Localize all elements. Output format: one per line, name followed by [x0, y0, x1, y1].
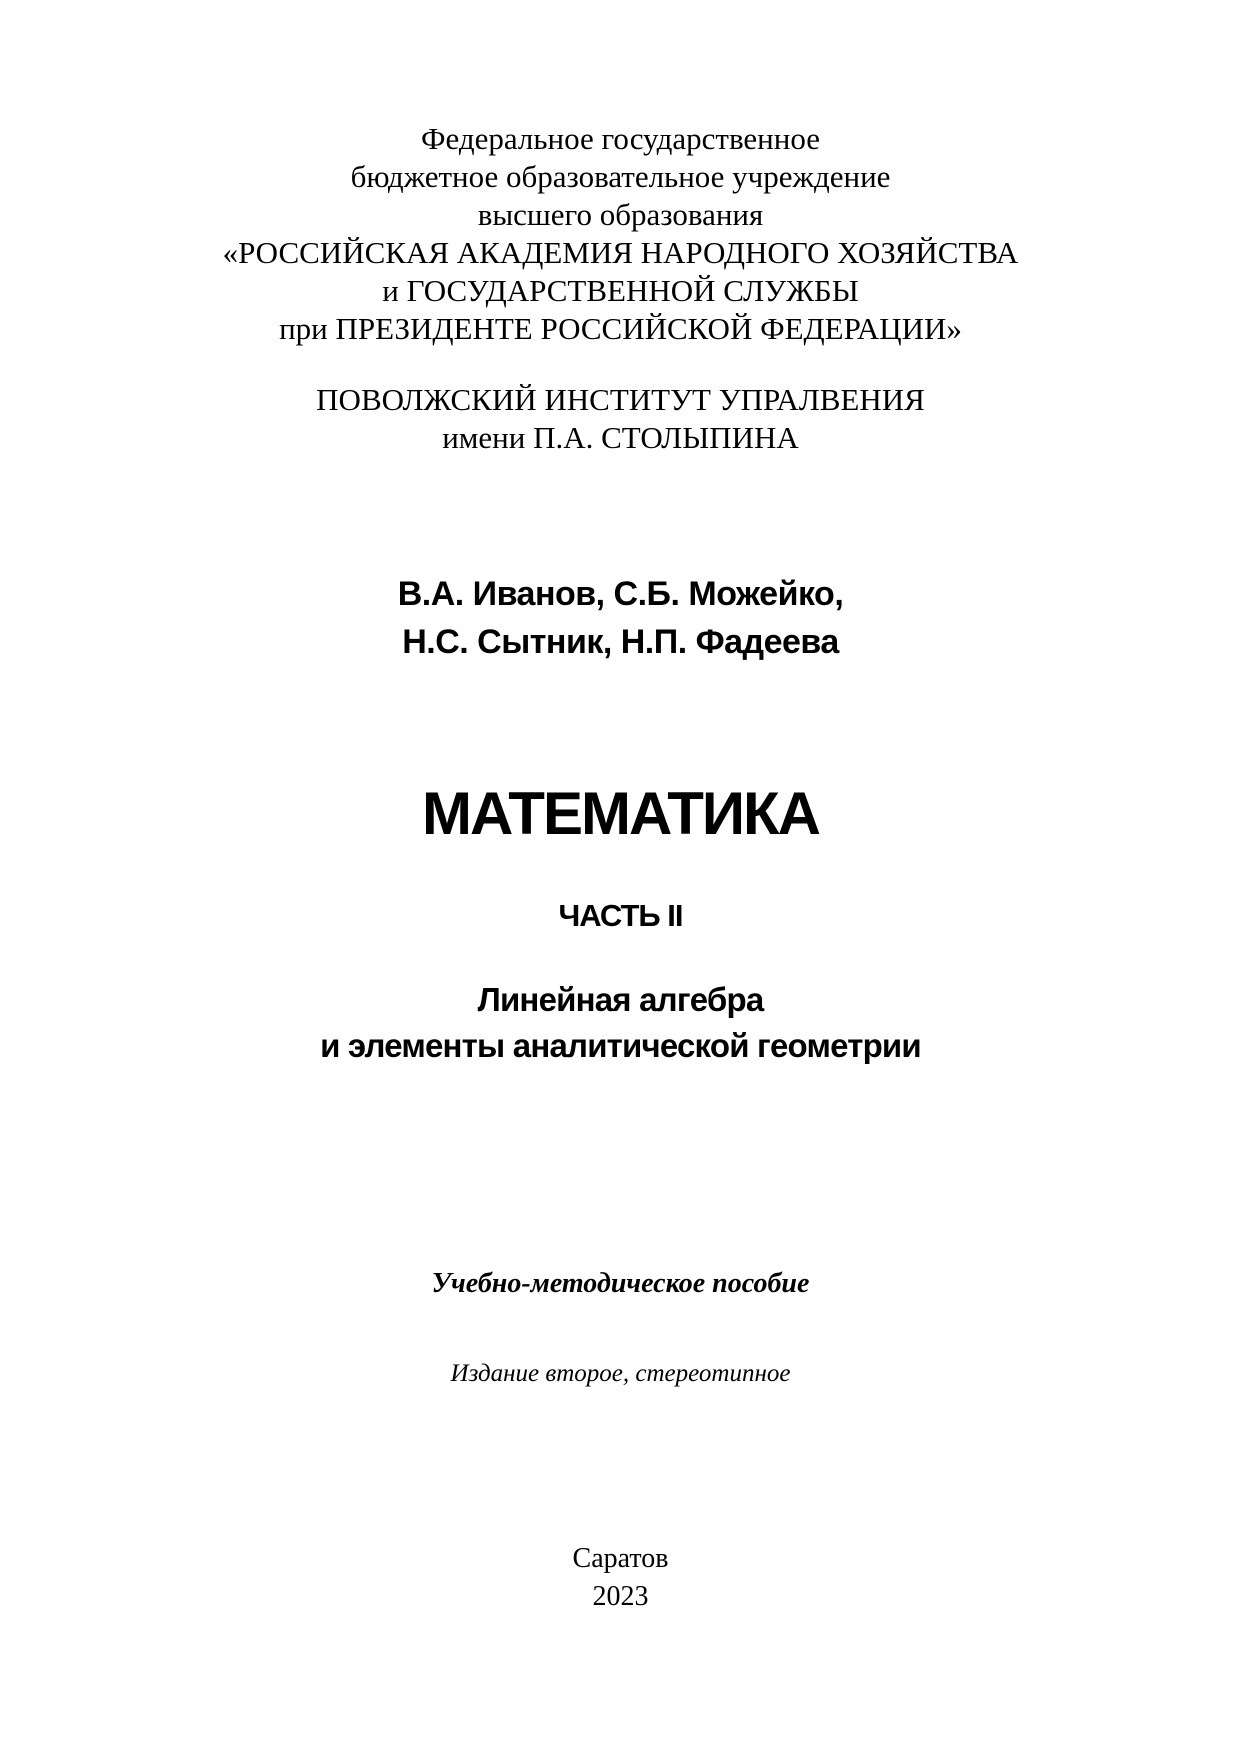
part-label: ЧАСТЬ II — [558, 898, 683, 933]
edition-note: Издание второе, стереотипное — [450, 1360, 791, 1387]
authors-line: В.А. Иванов, С.Б. Можейко, — [397, 575, 844, 613]
header-line: высшего образования — [477, 197, 764, 232]
header-line: «РОССИЙСКАЯ АКАДЕМИЯ НАРОДНОГО ХОЗЯЙСТВА — [222, 235, 1019, 270]
header-line: при ПРЕЗИДЕНТЕ РОССИЙСКОЙ ФЕДЕРАЦИИ» — [279, 311, 962, 346]
subtitle-line: Линейная алгебра — [477, 981, 764, 1018]
book-title: МАТЕМАТИКА — [421, 780, 820, 847]
header-line: и ГОСУДАРСТВЕННОЙ СЛУЖБЫ — [382, 273, 859, 308]
header-line: бюджетное образовательное учреждение — [350, 159, 891, 194]
imprint — [0, 1540, 1241, 1616]
authors — [0, 570, 1241, 666]
book-subtitle — [0, 977, 1241, 1069]
institute-line: ПОВОЛЖСКИЙ ИНСТИТУТ УПРАЛВЕНИЯ — [316, 382, 925, 417]
authors-line: Н.С. Сытник, Н.П. Фадеева — [402, 623, 839, 661]
institute-line: имени П.А. СТОЛЫПИНА — [442, 420, 799, 455]
document-type: Учебно-методическое пособие — [431, 1268, 810, 1299]
institute-name — [0, 381, 1241, 457]
imprint-city: Саратов — [572, 1543, 669, 1574]
subtitle-line: и элементы аналитической геометрии — [320, 1027, 921, 1064]
header-line: Федеральное государственное — [421, 121, 820, 156]
institution-header — [0, 120, 1241, 348]
imprint-year: 2023 — [592, 1581, 649, 1612]
